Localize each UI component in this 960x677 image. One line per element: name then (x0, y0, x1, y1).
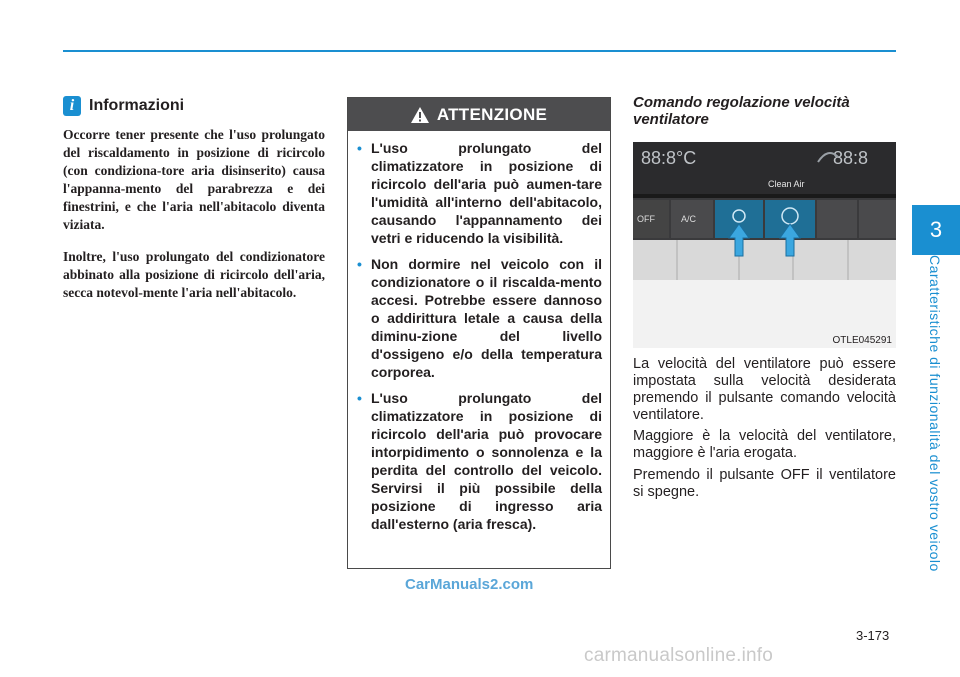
bullet-icon: • (357, 256, 362, 272)
climate-panel-illustration (633, 142, 896, 348)
info-title: Informazioni (89, 97, 185, 114)
info-paragraph-2: Inoltre, l'uso prolungato del condizionatore abbinato alla posizione di ricircolo dell'aria, secca notevol-mente l'aria nell'abitacolo. (63, 249, 325, 300)
chapter-number: 3 (929, 217, 943, 242)
photo-caption: OTLE045291 (832, 335, 892, 346)
clean-air-label: Clean Air (768, 179, 805, 189)
info-icon: i (63, 96, 81, 116)
ac-label: A/C (681, 214, 697, 224)
footer-watermark: carmanualsonline.info (584, 645, 774, 666)
bullet-icon: • (357, 390, 362, 406)
warning-item: • L'uso prolungato del climatizzatore in posizione di ricircolo dell'aria può aumen-tare l'umidità all'interno dell'abitacolo, causando l'appannamento dei vetri e riducendo la visibilità. (357, 140, 602, 246)
warning-header (348, 98, 610, 131)
chapter-title: Caratteristiche di funzionalità del vostro veicolo (927, 255, 943, 572)
fan-paragraph-2: Maggiore è la velocità del ventilatore, maggiore è l'aria erogata. (633, 428, 896, 461)
warning-list (348, 131, 610, 533)
warning-item: • L'uso prolungato del climatizzatore in posizione di ricircolo dell'aria può provocare intorpidimento o sonnolenza e la perdita del controllo del veicolo. Servirsi il più possibile della posizione di ingresso aria dall'esterno (aria fresca). (357, 390, 602, 532)
climate-panel-photo (633, 142, 896, 348)
header-rule (63, 50, 896, 52)
chapter-tab (912, 205, 960, 255)
page-number: 3-173 (856, 628, 890, 643)
display-left-text: 88:8°C (641, 148, 697, 168)
display-right-text: 88:8 (833, 148, 869, 168)
off-label: OFF (637, 214, 655, 224)
warning-triangle-icon (411, 107, 429, 123)
watermark: CarManuals2.com (405, 576, 534, 593)
info-heading (63, 96, 184, 116)
fan-paragraph-1: La velocità del ventilatore può essere impostata sulla velocità desiderata premendo il pulsante comando velocità ventilatore. (633, 356, 896, 423)
info-paragraph-1: Occorre tener presente che l'uso prolungato del riscaldamento in posizione di ricircolo (con condiziona-tore aria disinserito) causa l'appanna-mento del parabrezza e dei finestrini, e che l'aria nell'abitacolo diventa viziata. (63, 127, 325, 232)
warning-item: • Non dormire nel veicolo con il condizionatore o il riscalda-mento accesi. Potrebbe essere dannoso o addirittura letale a causa della diminu-zione del livello d'ossigeno e/o della temperatura corporea. (357, 256, 602, 380)
warning-box (347, 97, 611, 569)
bullet-icon: • (357, 140, 362, 156)
fan-paragraph-3: Premendo il pulsante OFF il ventilatore si spegne. (633, 467, 896, 500)
warning-title: ATTENZIONE (436, 104, 548, 124)
fan-section-title: Comando regolazione velocità ventilatore (633, 94, 850, 128)
